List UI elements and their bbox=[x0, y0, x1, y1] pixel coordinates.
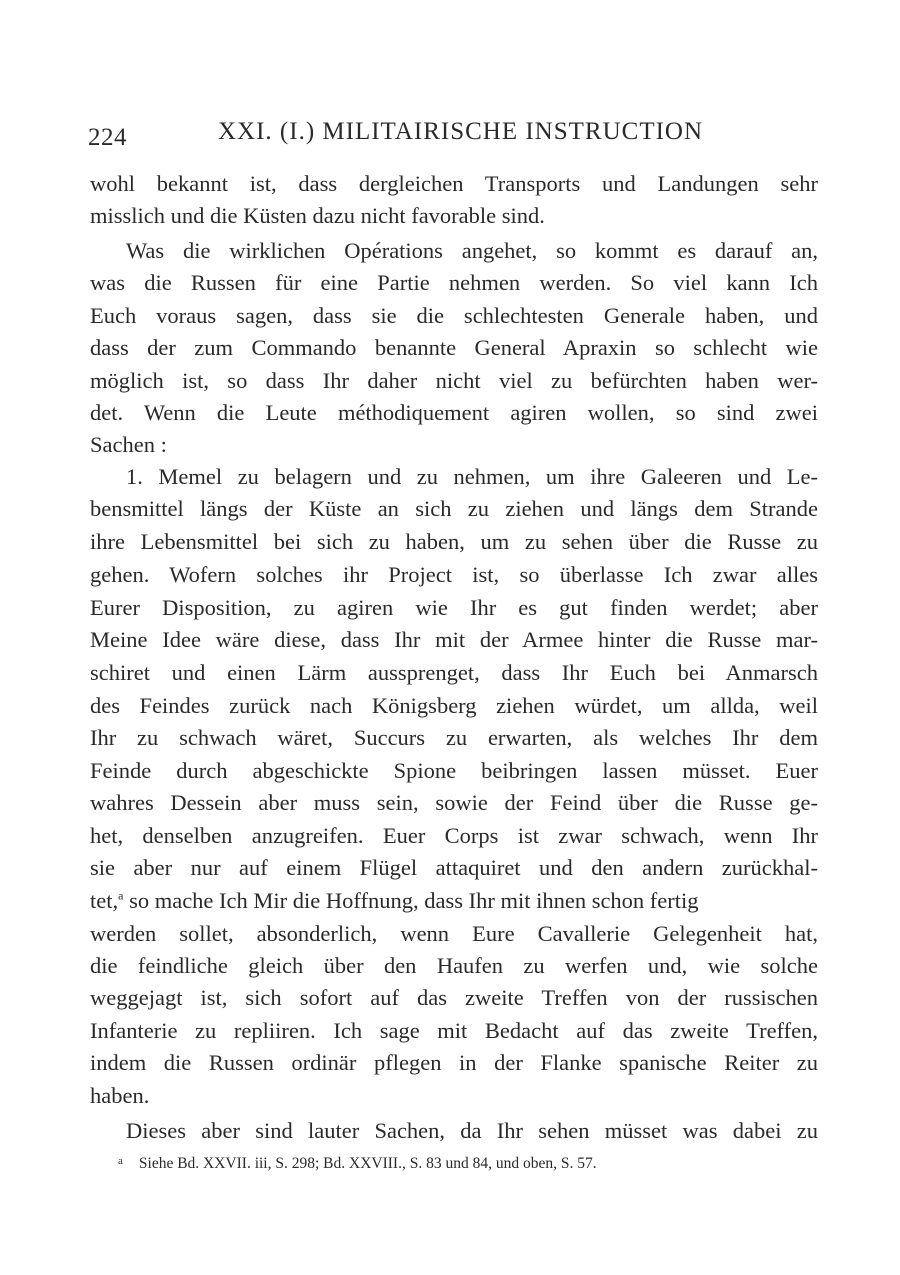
text-line: Feinde durch abgeschickte Spione beibringen lassen müsset. Euer bbox=[90, 758, 818, 783]
page-number: 224 bbox=[88, 124, 127, 151]
text-line: gehen. Wofern solches ihr Project ist, so überlasse Ich zwar alles bbox=[90, 562, 818, 587]
text-line: schiret und einen Lärm aussprenget, dass Ihr Euch bei Anmarsch bbox=[90, 660, 818, 685]
text-line: det. Wenn die Leute méthodiquement agiren wollen, so sind zwei bbox=[90, 400, 818, 425]
text-line: Sachen : bbox=[90, 432, 167, 457]
text-line-rest: so mache Ich Mir die Hoffnung, dass Ihr mit ihnen schon fertig bbox=[129, 888, 699, 913]
text-line: ihre Lebensmittel bei sich zu haben, um zu sehen über die Russe zu bbox=[90, 529, 818, 554]
page-header bbox=[88, 118, 818, 158]
text-line: werden sollet, absonderlich, wenn Eure Cavallerie Gelegenheit hat, bbox=[90, 921, 818, 946]
text-line: wahres Dessein aber muss sein, sowie der Feind über die Russe ge- bbox=[90, 790, 818, 815]
text-line: sie aber nur auf einem Flügel attaquiret und den andern zurückhal- bbox=[90, 855, 818, 880]
footnote-text: Siehe Bd. XXVII. iii, S. 298; Bd. XXVIII., S. 83 und 84, und oben, S. 57. bbox=[138, 1155, 597, 1172]
text-line: misslich und die Küsten dazu nicht favorable sind. bbox=[90, 203, 545, 228]
text-line: Dieses aber sind lauter Sachen, da Ihr sehen müsset was dabei zu bbox=[126, 1118, 818, 1143]
text-line: Meine Idee wäre diese, dass Ihr mit der Armee hinter die Russe mar- bbox=[90, 627, 818, 652]
text-line: des Feindes zurück nach Königsberg ziehen würdet, um allda, weil bbox=[90, 693, 818, 718]
footnote-reference: a bbox=[118, 888, 124, 903]
text-line: dass der zum Commando benannte General Apraxin so schlecht wie bbox=[90, 335, 818, 360]
text-line: wohl bekannt ist, dass dergleichen Transports und Landungen sehr bbox=[90, 171, 818, 196]
text-line: Was die wirklichen Opérations angehet, so kommt es darauf an, bbox=[126, 238, 818, 263]
running-title: XXI. (I.) MILITAIRISCHE INSTRUCTION bbox=[218, 118, 704, 145]
text-line: möglich ist, so dass Ihr daher nicht viel zu befürchten haben wer- bbox=[90, 368, 818, 393]
text-line: weggejagt ist, sich sofort auf das zweite Treffen von der russischen bbox=[90, 985, 818, 1010]
text-line: indem die Russen ordinär pflegen in der Flanke spanische Reiter zu bbox=[90, 1050, 818, 1075]
text-line: Eurer Disposition, zu agiren wie Ihr es gut finden werdet; aber bbox=[90, 595, 818, 620]
text-line: het, denselben anzugreifen. Euer Corps ist zwar schwach, wenn Ihr bbox=[90, 823, 818, 848]
text-line: was die Russen für eine Partie nehmen werden. So viel kann Ich bbox=[90, 270, 818, 295]
text-line bbox=[90, 887, 818, 917]
text-line: 1. Memel zu belagern und zu nehmen, um ihre Galeeren und Le- bbox=[126, 464, 818, 489]
text-line: haben. bbox=[90, 1083, 150, 1108]
text-line: bensmittel längs der Küste an sich zu ziehen und längs dem Strande bbox=[90, 496, 818, 521]
text-line: Ihr zu schwach wäret, Succurs zu erwarten, als welches Ihr dem bbox=[90, 725, 818, 750]
footnote-mark: a bbox=[118, 1155, 123, 1167]
text-line-start: tet, bbox=[90, 888, 119, 913]
text-line: Euch voraus sagen, dass sie die schlechtesten Generale haben, und bbox=[90, 303, 818, 328]
text-line: die feindliche gleich über den Haufen zu werfen und, wie solche bbox=[90, 953, 818, 978]
text-line: Infanterie zu repliiren. Ich sage mit Bedacht auf das zweite Treffen, bbox=[90, 1018, 818, 1043]
footnote bbox=[118, 1155, 597, 1173]
